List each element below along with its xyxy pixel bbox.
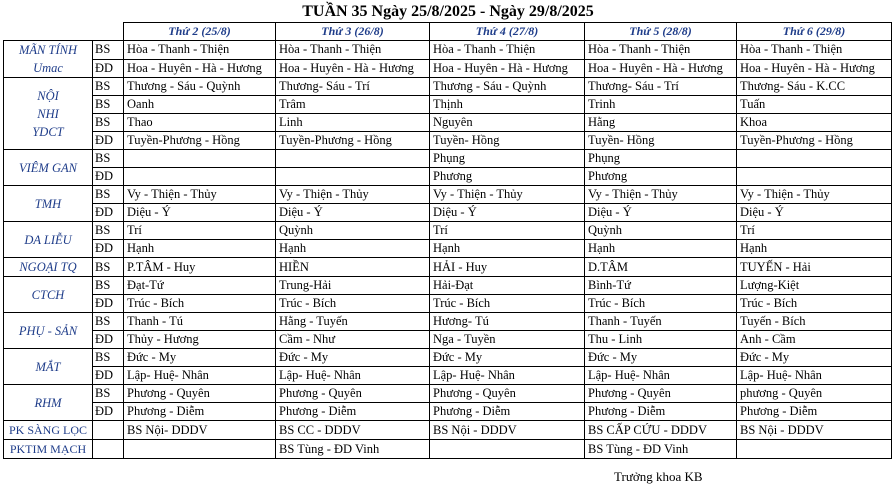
table-row	[4, 349, 892, 367]
department-name-line: NHI	[37, 106, 59, 121]
role-cell: ĐD	[93, 331, 124, 349]
schedule-cell: Vy - Thiện - Thủy	[124, 186, 276, 204]
schedule-cell: Phương - Quyên	[585, 385, 737, 403]
schedule-cell: Thu - Linh	[585, 331, 737, 349]
schedule-cell: Phương - Diễm	[585, 403, 737, 421]
schedule-cell: Bình-Tứ	[585, 277, 737, 295]
table-row	[4, 331, 892, 349]
schedule-cell: Đức - My	[430, 349, 585, 367]
schedule-cell	[124, 440, 276, 459]
schedule-cell: Anh - Cầm	[737, 331, 892, 349]
schedule-cell: Hòa - Thanh - Thiện	[585, 41, 737, 60]
role-cell: ĐD	[93, 367, 124, 385]
table-row	[4, 295, 892, 313]
schedule-cell: Diệu - Ý	[737, 204, 892, 222]
day-header-row	[4, 23, 892, 41]
role-cell: BS	[93, 277, 124, 295]
department-name	[4, 385, 93, 421]
department-name-line: TMH	[34, 196, 62, 211]
schedule-cell: Thanh - Tú	[124, 313, 276, 331]
schedule-cell: Hoa - Huyên - Hà - Hương	[124, 59, 276, 78]
schedule-cell: Phụng	[585, 150, 737, 168]
day-header: Thứ 5 (28/8)	[585, 23, 737, 41]
table-row	[4, 132, 892, 150]
department-name	[4, 78, 93, 150]
day-header: Thứ 6 (29/8)	[737, 23, 892, 41]
schedule-cell: Hòa - Thanh - Thiện	[124, 41, 276, 60]
schedule-cell: Lập- Huệ- Nhân	[430, 367, 585, 385]
schedule-cell: BS CẤP CỨU - DDDV	[585, 421, 737, 440]
table-row	[4, 258, 892, 277]
role-cell: BS	[93, 150, 124, 168]
schedule-cell: Trung-Hải	[276, 277, 430, 295]
schedule-cell: Linh	[276, 114, 430, 132]
signature-label: Trưởng khoa KB	[614, 469, 703, 484]
table-row	[4, 440, 892, 459]
department-name-line: Umac	[33, 61, 63, 75]
schedule-cell: Phương - Diễm	[737, 403, 892, 421]
schedule-cell: TUYẾN - Hải	[737, 258, 892, 277]
schedule-cell	[737, 168, 892, 186]
schedule-cell: Trúc - Bích	[585, 295, 737, 313]
schedule-cell: Trinh	[585, 96, 737, 114]
schedule-cell: Phương	[585, 168, 737, 186]
role-cell	[93, 421, 124, 440]
table-row	[4, 222, 892, 240]
table-row	[4, 59, 892, 78]
table-row	[4, 385, 892, 403]
schedule-cell: BS Tùng - ĐD Vinh	[276, 440, 430, 459]
role-cell: BS	[93, 186, 124, 204]
department-name	[4, 277, 93, 313]
schedule-cell: Tuyền-Phương - Hồng	[124, 132, 276, 150]
schedule-title: TUẦN 35 Ngày 25/8/2025 - Ngày 29/8/2025	[302, 3, 594, 20]
schedule-cell	[430, 440, 585, 459]
role-cell: BS	[93, 78, 124, 96]
schedule-cell: Diệu - Ý	[585, 204, 737, 222]
schedule-table	[3, 22, 892, 459]
department-name-line: PK SÀNG LỌC	[8, 423, 87, 437]
schedule-cell: Hương- Tú	[430, 313, 585, 331]
schedule-cell: Phương - Diễm	[124, 403, 276, 421]
department-name	[4, 313, 93, 349]
schedule-cell: Thương- Sáu - Trí	[585, 78, 737, 96]
schedule-cell: Hoa - Huyên - Hà - Hương	[737, 59, 892, 78]
schedule-cell: Hoa - Huyên - Hà - Hương	[276, 59, 430, 78]
schedule-cell: Trí	[737, 222, 892, 240]
schedule-cell: Quỳnh	[585, 222, 737, 240]
department-name-line: NỘI	[37, 88, 59, 103]
department-name	[4, 186, 93, 222]
schedule-cell: Hòa - Thanh - Thiện	[276, 41, 430, 60]
schedule-cell: BS Nội- DDDV	[124, 421, 276, 440]
day-header: Thứ 2 (25/8)	[124, 23, 276, 41]
table-row	[4, 78, 892, 96]
department-name	[4, 222, 93, 258]
schedule-cell: phương - Quyên	[737, 385, 892, 403]
schedule-cell: Thương- Sáu - K.CC	[737, 78, 892, 96]
schedule-cell: D.TÂM	[585, 258, 737, 277]
role-cell: ĐD	[93, 403, 124, 421]
schedule-cell	[737, 440, 892, 459]
schedule-cell: Hạnh	[737, 240, 892, 258]
schedule-cell: Trúc - Bích	[276, 295, 430, 313]
schedule-cell	[124, 168, 276, 186]
role-cell: ĐD	[93, 204, 124, 222]
department-name	[4, 41, 93, 78]
schedule-cell: Trâm	[276, 96, 430, 114]
role-cell: BS	[93, 385, 124, 403]
department-name-line: MẮT	[35, 359, 61, 374]
table-row	[4, 367, 892, 385]
role-cell: BS	[93, 41, 124, 60]
schedule-cell: Hoa - Huyên - Hà - Hương	[585, 59, 737, 78]
department-name-line: MÃN TÍNH	[19, 43, 77, 57]
schedule-cell: Hải-Đạt	[430, 277, 585, 295]
schedule-cell: Phương	[430, 168, 585, 186]
schedule-cell: Tuyền- Hồng	[585, 132, 737, 150]
schedule-cell: Phương - Quyên	[276, 385, 430, 403]
schedule-cell: P.TÂM - Huy	[124, 258, 276, 277]
schedule-cell: BS Nội - DDDV	[737, 421, 892, 440]
schedule-cell: Tuyền-Phương - Hồng	[276, 132, 430, 150]
department-name-line: DA LIỄU	[24, 232, 72, 247]
schedule-cell: Tuyền- Hồng	[430, 132, 585, 150]
department-name	[4, 440, 93, 459]
schedule-cell: HIỀN	[276, 258, 430, 277]
schedule-cell: Hạnh	[585, 240, 737, 258]
schedule-cell: Hạnh	[276, 240, 430, 258]
schedule-cell: BS Tùng - ĐD Vinh	[585, 440, 737, 459]
role-cell: ĐD	[93, 132, 124, 150]
table-row	[4, 204, 892, 222]
schedule-cell: Vy - Thiện - Thủy	[585, 186, 737, 204]
table-row	[4, 150, 892, 168]
schedule-cell: Phương - Diễm	[276, 403, 430, 421]
schedule-cell: Hòa - Thanh - Thiện	[430, 41, 585, 60]
schedule-cell: Đức - My	[276, 349, 430, 367]
schedule-cell: Lập- Huệ- Nhân	[585, 367, 737, 385]
schedule-cell: Hạnh	[124, 240, 276, 258]
department-name-line: CTCH	[31, 287, 65, 302]
schedule-cell: Tuyến - Bích	[737, 313, 892, 331]
department-name	[4, 421, 93, 440]
schedule-cell: Nguyên	[430, 114, 585, 132]
schedule-cell: Diệu - Ý	[276, 204, 430, 222]
schedule-cell: Trí	[430, 222, 585, 240]
schedule-cell: Lập- Huệ- Nhân	[124, 367, 276, 385]
table-row	[4, 168, 892, 186]
schedule-cell: Thao	[124, 114, 276, 132]
schedule-cell	[737, 150, 892, 168]
schedule-cell: Phụng	[430, 150, 585, 168]
role-cell	[93, 440, 124, 459]
schedule-cell: Thủy - Hương	[124, 331, 276, 349]
schedule-cell: Thương- Sáu - Trí	[276, 78, 430, 96]
department-name	[4, 349, 93, 385]
schedule-cell: Hòa - Thanh - Thiện	[737, 41, 892, 60]
schedule-cell: Trúc - Bích	[124, 295, 276, 313]
schedule-cell: Thịnh	[430, 96, 585, 114]
header-corner	[4, 23, 124, 41]
schedule-cell: Đức - My	[124, 349, 276, 367]
schedule-cell: Tuyền-Phương - Hồng	[737, 132, 892, 150]
table-row	[4, 313, 892, 331]
schedule-cell: HẢI - Huy	[430, 258, 585, 277]
schedule-cell: Đức - My	[585, 349, 737, 367]
table-row	[4, 403, 892, 421]
role-cell: ĐD	[93, 168, 124, 186]
schedule-cell: Thương - Sáu - Quỳnh	[430, 78, 585, 96]
schedule-cell	[276, 150, 430, 168]
role-cell: BS	[93, 313, 124, 331]
role-cell: BS	[93, 96, 124, 114]
schedule-cell: Thanh - Tuyến	[585, 313, 737, 331]
day-header: Thứ 3 (26/8)	[276, 23, 430, 41]
schedule-cell: Phương - Quyên	[124, 385, 276, 403]
role-cell: BS	[93, 258, 124, 277]
schedule-cell: Đạt-Tứ	[124, 277, 276, 295]
schedule-cell	[124, 150, 276, 168]
department-name-line: RHM	[34, 395, 62, 410]
role-cell: BS	[93, 349, 124, 367]
schedule-cell: BS CC - DDDV	[276, 421, 430, 440]
department-name-line: YDCT	[32, 124, 64, 139]
schedule-cell: Oanh	[124, 96, 276, 114]
schedule-cell: Thương - Sáu - Quỳnh	[124, 78, 276, 96]
schedule-cell: Phương - Diễm	[430, 403, 585, 421]
role-cell: BS	[93, 114, 124, 132]
schedule-cell: Khoa	[737, 114, 892, 132]
schedule-cell: Cầm - Như	[276, 331, 430, 349]
department-name	[4, 258, 93, 277]
table-row	[4, 277, 892, 295]
day-header: Thứ 4 (27/8)	[430, 23, 585, 41]
role-cell: BS	[93, 222, 124, 240]
department-name-line: PKTIM MẠCH	[9, 442, 87, 456]
schedule-cell: Hằng	[585, 114, 737, 132]
schedule-cell: Quỳnh	[276, 222, 430, 240]
schedule-cell: Vy - Thiện - Thủy	[276, 186, 430, 204]
schedule-cell: Diệu - Ý	[430, 204, 585, 222]
table-row	[4, 421, 892, 440]
schedule-cell: Hạnh	[430, 240, 585, 258]
schedule-cell: Trúc - Bích	[737, 295, 892, 313]
schedule-cell	[276, 168, 430, 186]
department-name-line: VIÊM GAN	[19, 160, 77, 175]
schedule-cell: Lập- Huệ- Nhân	[276, 367, 430, 385]
schedule-cell: Lượng-Kiệt	[737, 277, 892, 295]
department-name-line: NGOẠI TQ	[19, 260, 77, 274]
table-row	[4, 240, 892, 258]
schedule-cell: Trí	[124, 222, 276, 240]
role-cell: ĐD	[93, 240, 124, 258]
schedule-cell: Lập- Huệ- Nhân	[737, 367, 892, 385]
schedule-cell: Hoa - Huyên - Hà - Hương	[430, 59, 585, 78]
table-row	[4, 186, 892, 204]
department-name-line: PHỤ - SẢN	[18, 323, 78, 338]
role-cell: ĐD	[93, 59, 124, 78]
schedule-cell: BS Nội - DDDV	[430, 421, 585, 440]
schedule-cell: Diệu - Ý	[124, 204, 276, 222]
table-row	[4, 114, 892, 132]
role-cell: ĐD	[93, 295, 124, 313]
schedule-cell: Nga - Tuyền	[430, 331, 585, 349]
schedule-cell: Trúc - Bích	[430, 295, 585, 313]
schedule-cell: Vy - Thiện - Thủy	[430, 186, 585, 204]
schedule-cell: Tuấn	[737, 96, 892, 114]
schedule-cell: Đức - My	[737, 349, 892, 367]
table-row	[4, 96, 892, 114]
schedule-cell: Hằng - Tuyến	[276, 313, 430, 331]
department-name	[4, 150, 93, 186]
table-row	[4, 41, 892, 60]
schedule-cell: Vy - Thiện - Thủy	[737, 186, 892, 204]
schedule-cell: Phương - Quyên	[430, 385, 585, 403]
